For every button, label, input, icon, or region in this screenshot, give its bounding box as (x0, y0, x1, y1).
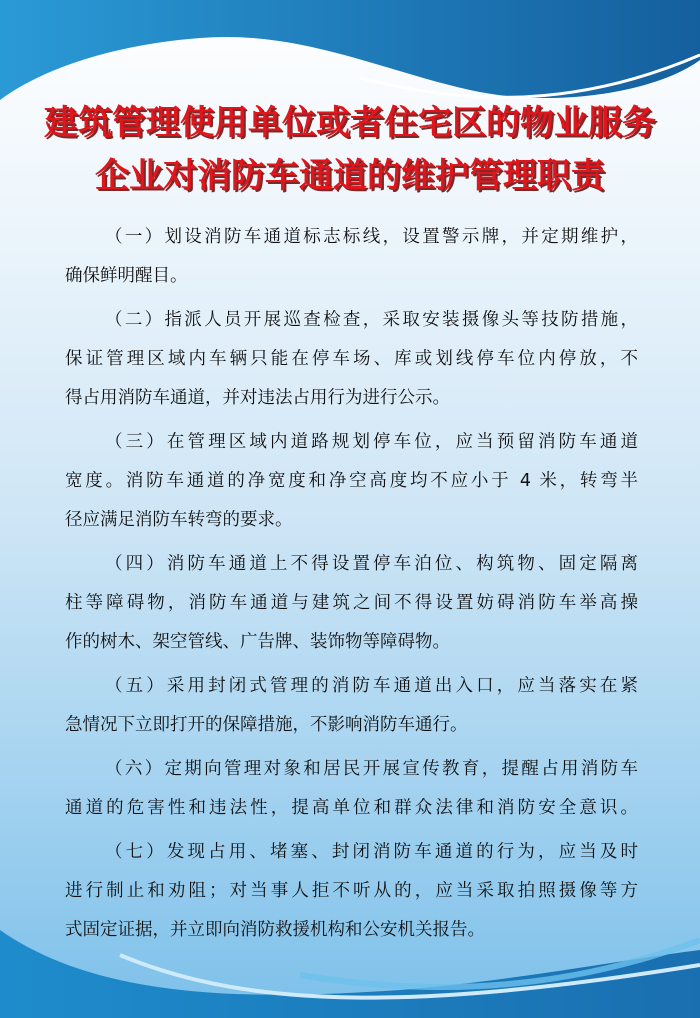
paragraph-line: 通道的危害性和违法性，提高单位和群众法律和消防安全意识。 (65, 798, 638, 818)
poster-body (65, 218, 638, 950)
paragraph-5 (65, 667, 638, 745)
paragraph-3 (65, 423, 638, 540)
paragraph-line: （五）采用封闭式管理的消防车通道出入口，应当落实在紧 (105, 676, 638, 696)
paragraph-7 (65, 833, 638, 950)
paragraph-2 (65, 301, 638, 418)
paragraph-1 (65, 218, 638, 296)
paragraph-line: （六）定期向管理对象和居民开展宣传教育，提醒占用消防车 (105, 759, 638, 779)
paragraph-line: （四）消防车通道上不得设置停车泊位、构筑物、固定隔离 (105, 554, 638, 574)
poster-title-line-2: 企业对消防车通道的维护管理职责 (95, 156, 605, 196)
paragraph-line: 保证管理区域内车辆只能在停车场、库或划线停车位内停放，不 (65, 349, 638, 369)
paragraph-line: （三）在管理区域内道路规划停车位，应当预留消防车通道 (105, 432, 638, 452)
paragraph-line: 式固定证据，并立即向消防救援机构和公安机关报告。 (65, 920, 485, 940)
paragraph-line: 作的树木、架空管线、广告牌、装饰物等障碍物。 (65, 632, 450, 652)
paragraph-line: 得占用消防车通道，并对违法占用行为进行公示。 (65, 388, 450, 408)
paragraph-line: （七）发现占用、堵塞、封闭消防车通道的行为，应当及时 (105, 842, 638, 862)
poster-title-line-1: 建筑管理使用单位或者住宅区的物业服务 (44, 103, 656, 143)
paragraph-line: 径应满足消防车转弯的要求。 (65, 510, 293, 530)
paragraph-line: 进行制止和劝阻；对当事人拒不听从的，应当采取拍照摄像等方 (65, 881, 638, 901)
paragraph-line: 柱等障碍物，消防车通道与建筑之间不得设置妨碍消防车举高操 (65, 593, 638, 613)
paragraph-line: 宽度。消防车通道的净宽度和净空高度均不应小于 4 米，转弯半 (65, 471, 638, 491)
paragraph-6 (65, 750, 638, 828)
paragraph-line: （一）划设消防车通道标志标线，设置警示牌，并定期维护， (105, 227, 638, 247)
paragraph-4 (65, 545, 638, 662)
paragraph-line: 确保鲜明醒目。 (65, 266, 188, 286)
paragraph-line: 急情况下立即打开的保障措施，不影响消防车通行。 (65, 715, 468, 735)
paragraph-line: （二）指派人员开展巡查检查，采取安装摄像头等技防措施， (105, 310, 638, 330)
